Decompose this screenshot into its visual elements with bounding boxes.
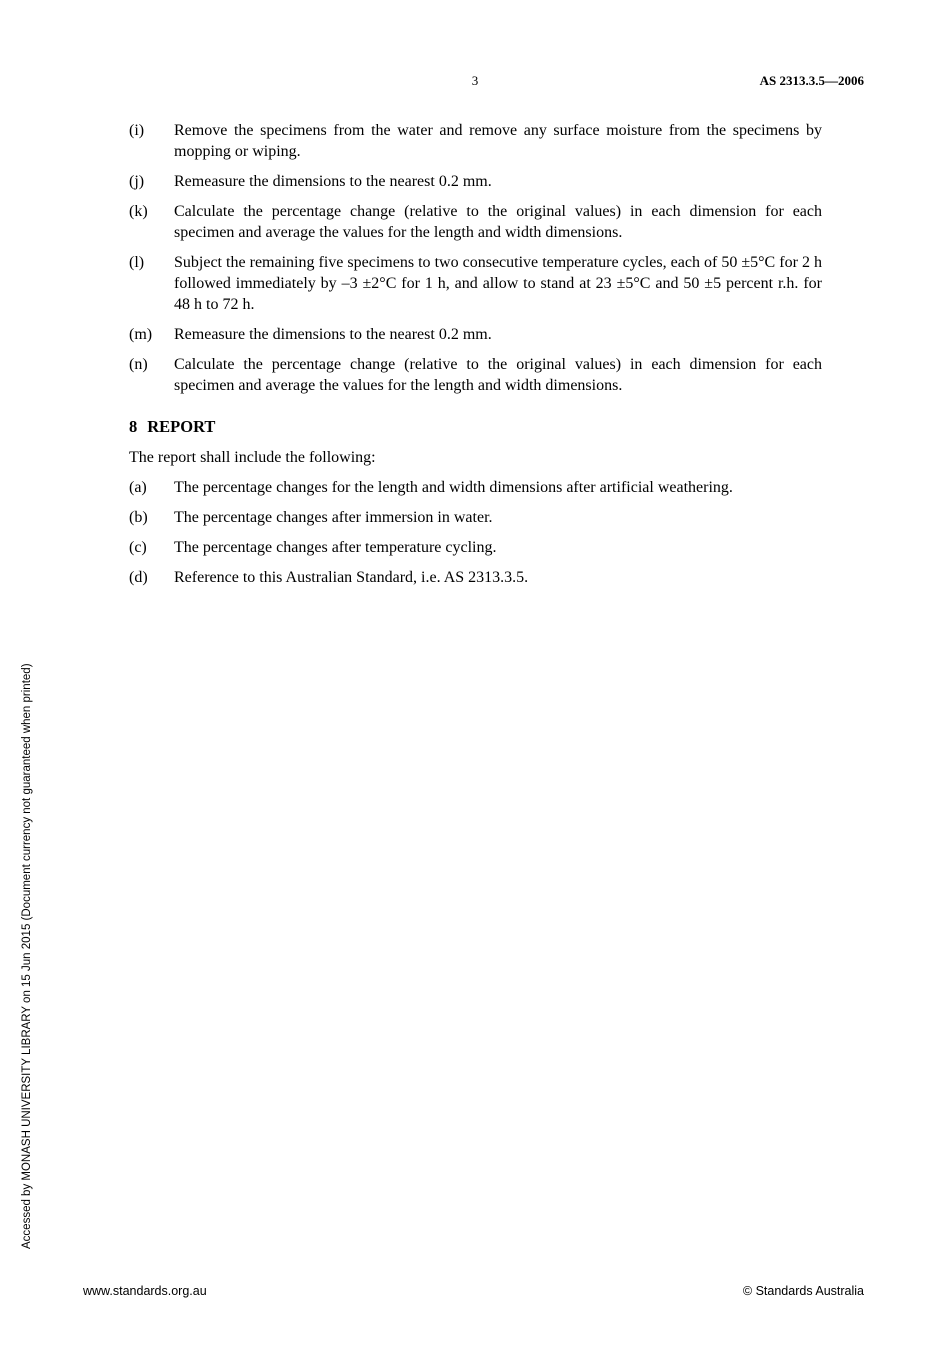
procedure-list bbox=[129, 120, 822, 396]
section-heading bbox=[129, 416, 822, 437]
item-label: (n) bbox=[129, 356, 148, 373]
item-text: Remeasure the dimensions to the nearest 0.2 mm. bbox=[174, 173, 492, 190]
section-number: 8 bbox=[129, 417, 138, 436]
item-label: (m) bbox=[129, 326, 153, 343]
item-text: Reference to this Australian Standard, i.e. AS 2313.3.5. bbox=[174, 569, 529, 586]
item-text: The percentage changes after immersion in water. bbox=[174, 509, 493, 526]
list-item bbox=[129, 354, 822, 396]
item-label: (k) bbox=[129, 203, 148, 220]
list-item bbox=[129, 252, 822, 315]
item-label: (d) bbox=[129, 569, 148, 586]
page-content bbox=[129, 120, 822, 597]
list-item bbox=[129, 567, 822, 588]
access-notice: Accessed by MONASH UNIVERSITY LIBRARY on 15 Jun 2015 (Document currency not guaranteed when printed) bbox=[21, 663, 33, 1249]
item-label: (a) bbox=[129, 479, 147, 496]
item-label: (j) bbox=[129, 173, 145, 190]
list-item bbox=[129, 537, 822, 558]
list-item bbox=[129, 507, 822, 528]
list-item bbox=[129, 477, 822, 498]
document-id: AS 2313.3.5—2006 bbox=[759, 73, 864, 88]
item-text: Calculate the percentage change (relative to the original values) in each dimension for each specimen and average the values for the length and width dimensions. bbox=[174, 356, 822, 394]
item-text: Remove the specimens from the water and remove any surface moisture from the specimens by mopping or wiping. bbox=[174, 122, 822, 160]
item-label: (b) bbox=[129, 509, 148, 526]
footer-copyright: © Standards Australia bbox=[742, 1284, 864, 1298]
report-list bbox=[129, 477, 822, 588]
item-text: Calculate the percentage change (relative to the original values) in each dimension for each specimen and average the values for the length and width dimensions. bbox=[174, 203, 822, 241]
item-label: (i) bbox=[129, 122, 145, 139]
item-label: (l) bbox=[129, 254, 145, 271]
item-text: The percentage changes after temperature cycling. bbox=[174, 539, 497, 556]
footer-website: www.standards.org.au bbox=[83, 1284, 207, 1298]
item-label: (c) bbox=[129, 539, 147, 556]
item-text: Subject the remaining five specimens to two consecutive temperature cycles, each of 50 ±5°C for 2 h followed immediately by –3 ±2°C for 1 h, and allow to stand at 23 ±5°C and 50 ±5 percent r.h. for 48 h to 72 h. bbox=[174, 254, 822, 313]
section-intro: The report shall include the following: bbox=[129, 449, 376, 466]
section-title: REPORT bbox=[147, 417, 216, 436]
item-text: Remeasure the dimensions to the nearest 0.2 mm. bbox=[174, 326, 492, 343]
list-item bbox=[129, 201, 822, 243]
page-number: 3 bbox=[471, 73, 479, 88]
item-text: The percentage changes for the length and width dimensions after artificial weathering. bbox=[174, 479, 733, 496]
list-item bbox=[129, 120, 822, 162]
list-item bbox=[129, 171, 822, 192]
list-item bbox=[129, 324, 822, 345]
